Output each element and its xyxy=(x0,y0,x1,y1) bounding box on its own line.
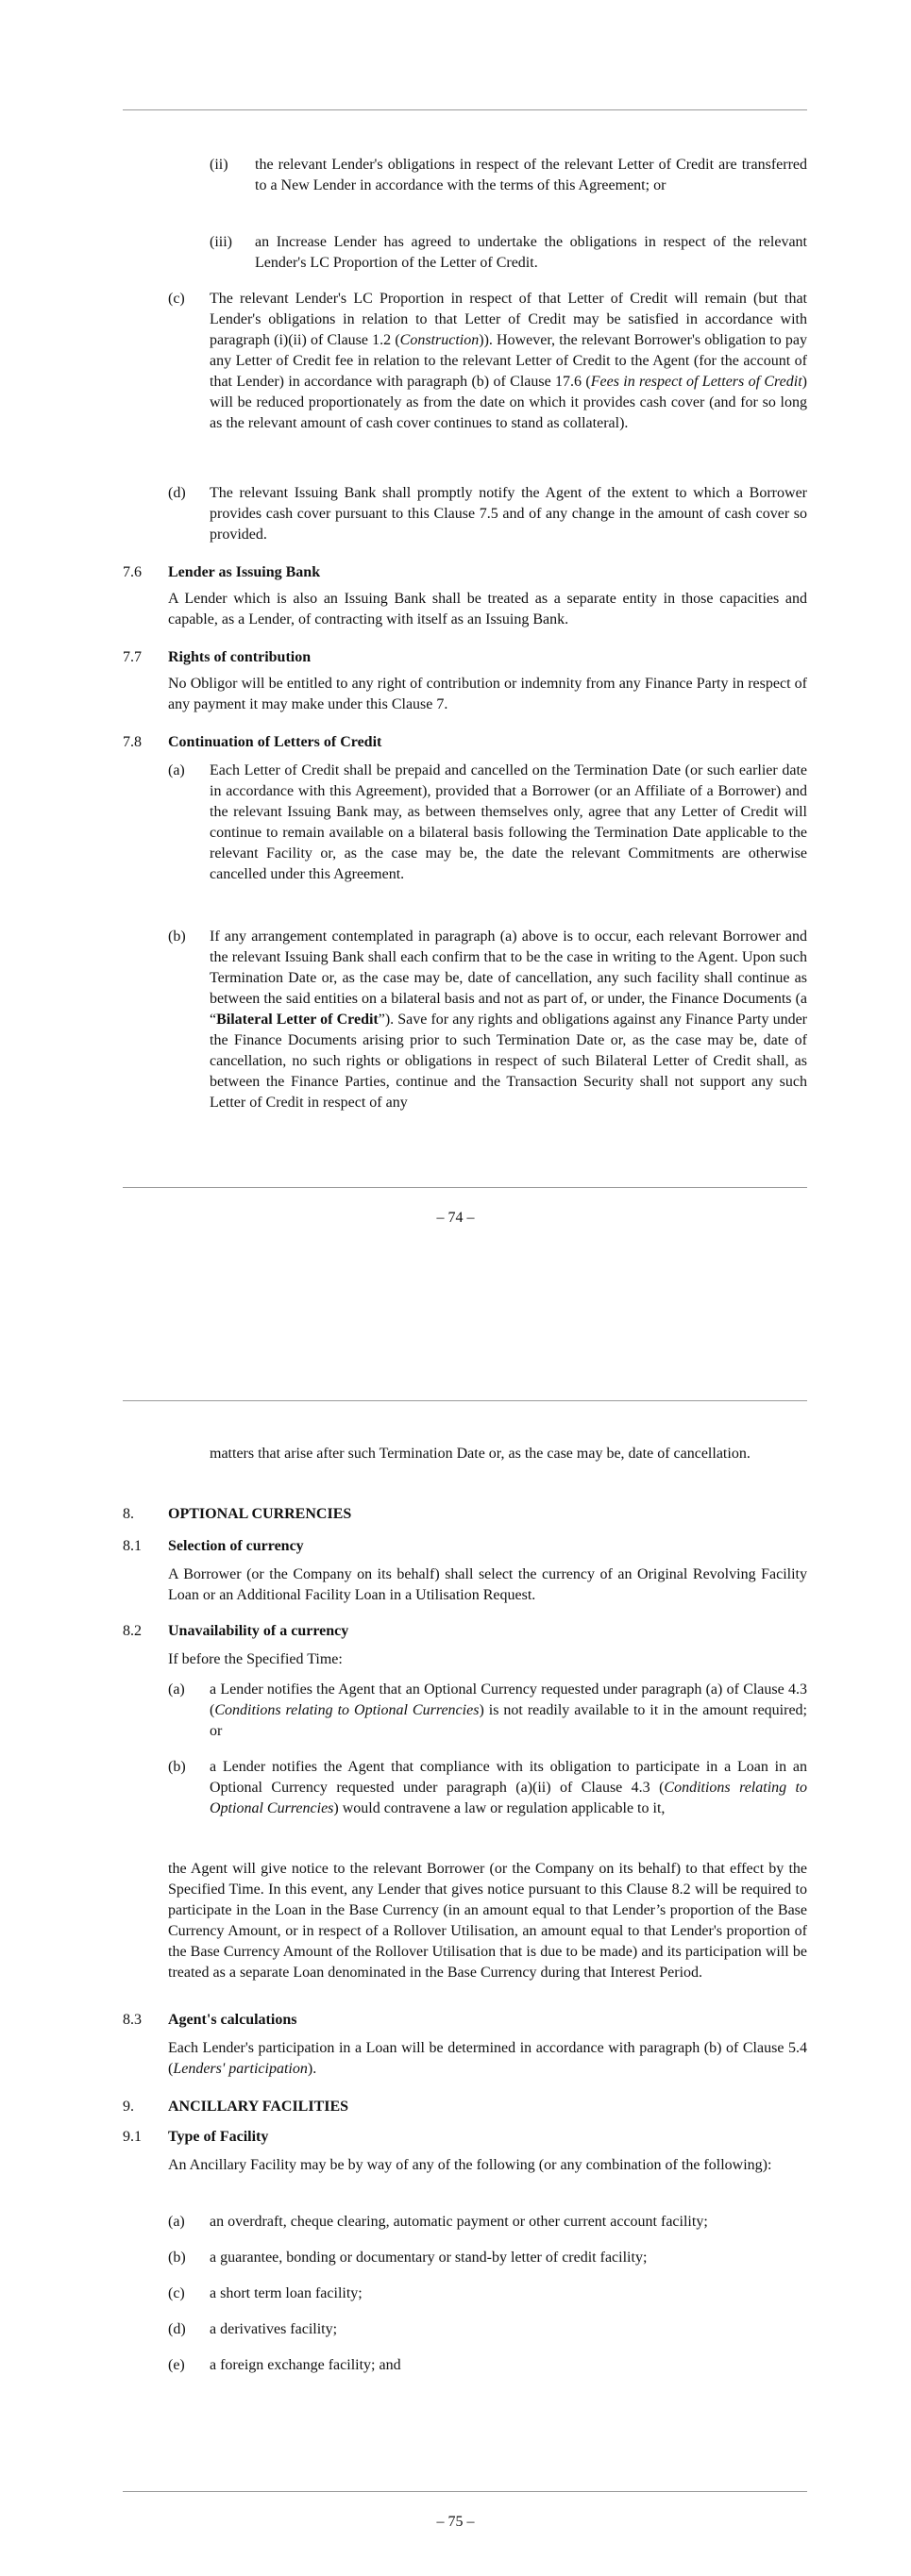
item-ii-text: the relevant Lender's obligations in respect of the relevant Letter of Credit are transferred to a New Lender in accordance with the terms of this Agreement; or xyxy=(255,157,807,193)
list-item: a derivatives facility; xyxy=(210,2321,338,2337)
clause-8-1-number: 8.1 xyxy=(123,1538,142,1554)
list-item: a short term loan facility; xyxy=(210,2285,363,2301)
clause-7-7-title: Rights of contribution xyxy=(168,649,312,665)
clause-8-number: 8. xyxy=(123,1506,134,1522)
para-label-d: (d) xyxy=(168,485,186,501)
clause-7-8-label-a: (a) xyxy=(168,762,185,778)
clause-9-title: ANCILLARY FACILITIES xyxy=(168,2099,349,2115)
clause-7-7-text: No Obligor will be entitled to any right of contribution or indemnity from any Finance Party in respect of any payment it may make under this Clause 7. xyxy=(168,676,807,712)
clause-8-2-number: 8.2 xyxy=(123,1623,142,1639)
list-item-label: (c) xyxy=(168,2285,185,2301)
clause-8-2-label-b: (b) xyxy=(168,1759,186,1775)
clause-7-6-title: Lender as Issuing Bank xyxy=(168,564,321,580)
clause-9-1-intro: An Ancillary Facility may be by way of any of the following (or any combination of the following): xyxy=(168,2157,772,2173)
clause-8-2-a-text: a Lender notifies the Agent that an Optional Currency requested under paragraph (a) of Clause 4.3 (Conditions relating to Optional Currencies) is not readily available to it in the amount required; or xyxy=(210,1681,807,1739)
page-bottom-rule xyxy=(123,2491,807,2492)
continuation-text: matters that arise after such Termination Date or, as the case may be, date of cancellation. xyxy=(210,1446,751,1462)
item-iii-text: an Increase Lender has agreed to undertake the obligations in respect of the relevant Lender's LC Proportion of the Letter of Credit. xyxy=(255,234,807,271)
clause-8-2-title: Unavailability of a currency xyxy=(168,1623,349,1639)
page-top-rule xyxy=(123,1400,807,1401)
clause-7-6-text: A Lender which is also an Issuing Bank shall be treated as a separate entity in those capacities and capable, as a Lender, of contracting with itself as an Issuing Bank. xyxy=(168,591,807,627)
clause-8-2-label-a: (a) xyxy=(168,1681,185,1698)
clause-9-1-number: 9.1 xyxy=(123,2129,142,2145)
clause-7-8-b-text: If any arrangement contemplated in paragraph (a) above is to occur, each relevant Borrower and the relevant Issuing Bank shall each confirm that to be the case in writing to the Agent. Upon such Termination Date or, as the case may be, date of cancellation, any such facility shall continue as between the said entities on a bilateral basis and not as part of, or under, the Finance Documents (a “Bilateral Letter of Credit”). Save for any rights and obligations against any Finance Party under the Finance Documents arising prior to such Termination Date or, as the case may be, date of cancellation, no such rights or obligations in respect of such Bilateral Letter of Credit shall, as between the Finance Parties, continue and the Transaction Security shall not support any such Letter of Credit in respect of any xyxy=(210,928,807,1111)
list-item: a foreign exchange facility; and xyxy=(210,2357,401,2373)
clause-9-1-title: Type of Facility xyxy=(168,2129,269,2145)
clause-7-6-number: 7.6 xyxy=(123,564,142,580)
clause-8-3-text: Each Lender's participation in a Loan will be determined in accordance with paragraph (b) of Clause 5.4 (Lenders' participation). xyxy=(168,2040,807,2077)
item-label-iii: (iii) xyxy=(210,234,232,250)
page-number: – 75 – xyxy=(436,2514,475,2530)
clause-8-1-text: A Borrower (or the Company on its behalf) shall select the currency of an Original Revolving Facility Loan or an Additional Facility Loan in a Utilisation Request. xyxy=(168,1566,807,1603)
list-item: an overdraft, cheque clearing, automatic payment or other current account facility; xyxy=(210,2214,708,2230)
clause-8-2-b-text: a Lender notifies the Agent that compliance with its obligation to participate in a Loan in an Optional Currency requested under paragraph (a)(ii) of Clause 4.3 (Conditions relating to Optional Currencies) would contravene a law or regulation applicable to it, xyxy=(210,1759,807,1816)
clause-8-3-number: 8.3 xyxy=(123,2012,142,2028)
clause-8-1-title: Selection of currency xyxy=(168,1538,304,1554)
clause-7-8-number: 7.8 xyxy=(123,734,142,750)
clause-9-number: 9. xyxy=(123,2099,134,2115)
item-label-ii: (ii) xyxy=(210,157,228,173)
para-label-c: (c) xyxy=(168,291,185,307)
clause-8-2-tail: the Agent will give notice to the relevant Borrower (or the Company on its behalf) to that effect by the Specified Time. In this event, any Lender that gives notice pursuant to this Clause 8.2 will be required to participate in the Loan in the Base Currency (in an amount equal to that Lender’s proportion of the Base Currency Amount, or in respect of a Rollover Utilisation, an amount equal to that Lender's proportion of the Base Currency Amount of the Rollover Utilisation that is due to be made) and its participation will be treated as a separate Loan denominated in the Base Currency during that Interest Period. xyxy=(168,1861,807,1981)
clause-8-title: OPTIONAL CURRENCIES xyxy=(168,1506,352,1522)
clause-7-7-number: 7.7 xyxy=(123,649,142,665)
page-top-rule xyxy=(123,109,807,110)
list-item-label: (b) xyxy=(168,2250,186,2266)
clause-7-8-title: Continuation of Letters of Credit xyxy=(168,734,382,750)
list-item: a guarantee, bonding or documentary or stand-by letter of credit facility; xyxy=(210,2250,648,2266)
page-bottom-rule xyxy=(123,1187,807,1188)
clause-8-2-intro: If before the Specified Time: xyxy=(168,1651,343,1667)
clause-7-8-a-text: Each Letter of Credit shall be prepaid and cancelled on the Termination Date (or such earlier date in accordance with this Agreement), provided that a Borrower (or an Affiliate of a Borrower) and the relevant Issuing Bank may, as between themselves only, agree that any Letter of Credit will continue to remain available on a bilateral basis following the Termination Date applicable to the relevant Facility or, as the case may be, the date the relevant Commitments are otherwise cancelled under this Agreement. xyxy=(210,762,807,882)
clause-7-8-label-b: (b) xyxy=(168,928,186,945)
page-number: – 74 – xyxy=(436,1210,475,1226)
clause-8-3-title: Agent's calculations xyxy=(168,2012,297,2028)
para-c-text: The relevant Lender's LC Proportion in respect of that Letter of Credit will remain (but that Lender's obligations in relation to that Letter of Credit may be satisfied in accordance with paragraph (i)(ii) of Clause 1.2 (Construction)). However, the relevant Borrower's obligation to pay any Letter of Credit fee in relation to the relevant Letter of Credit to the Agent (for the account of that Lender) in accordance with paragraph (b) of Clause 17.6 (Fees in respect of Letters of Credit) will be reduced proportionately as from the date on which it provides cash cover (and for so long as the relevant amount of cash cover continues to stand as collateral). xyxy=(210,291,808,431)
para-d-text: The relevant Issuing Bank shall promptly notify the Agent of the extent to which a Borrower provides cash cover pursuant to this Clause 7.5 and of any change in the amount of cash cover so provided. xyxy=(210,485,807,543)
list-item-label: (d) xyxy=(168,2321,186,2337)
list-item-label: (e) xyxy=(168,2357,185,2373)
list-item-label: (a) xyxy=(168,2214,185,2230)
